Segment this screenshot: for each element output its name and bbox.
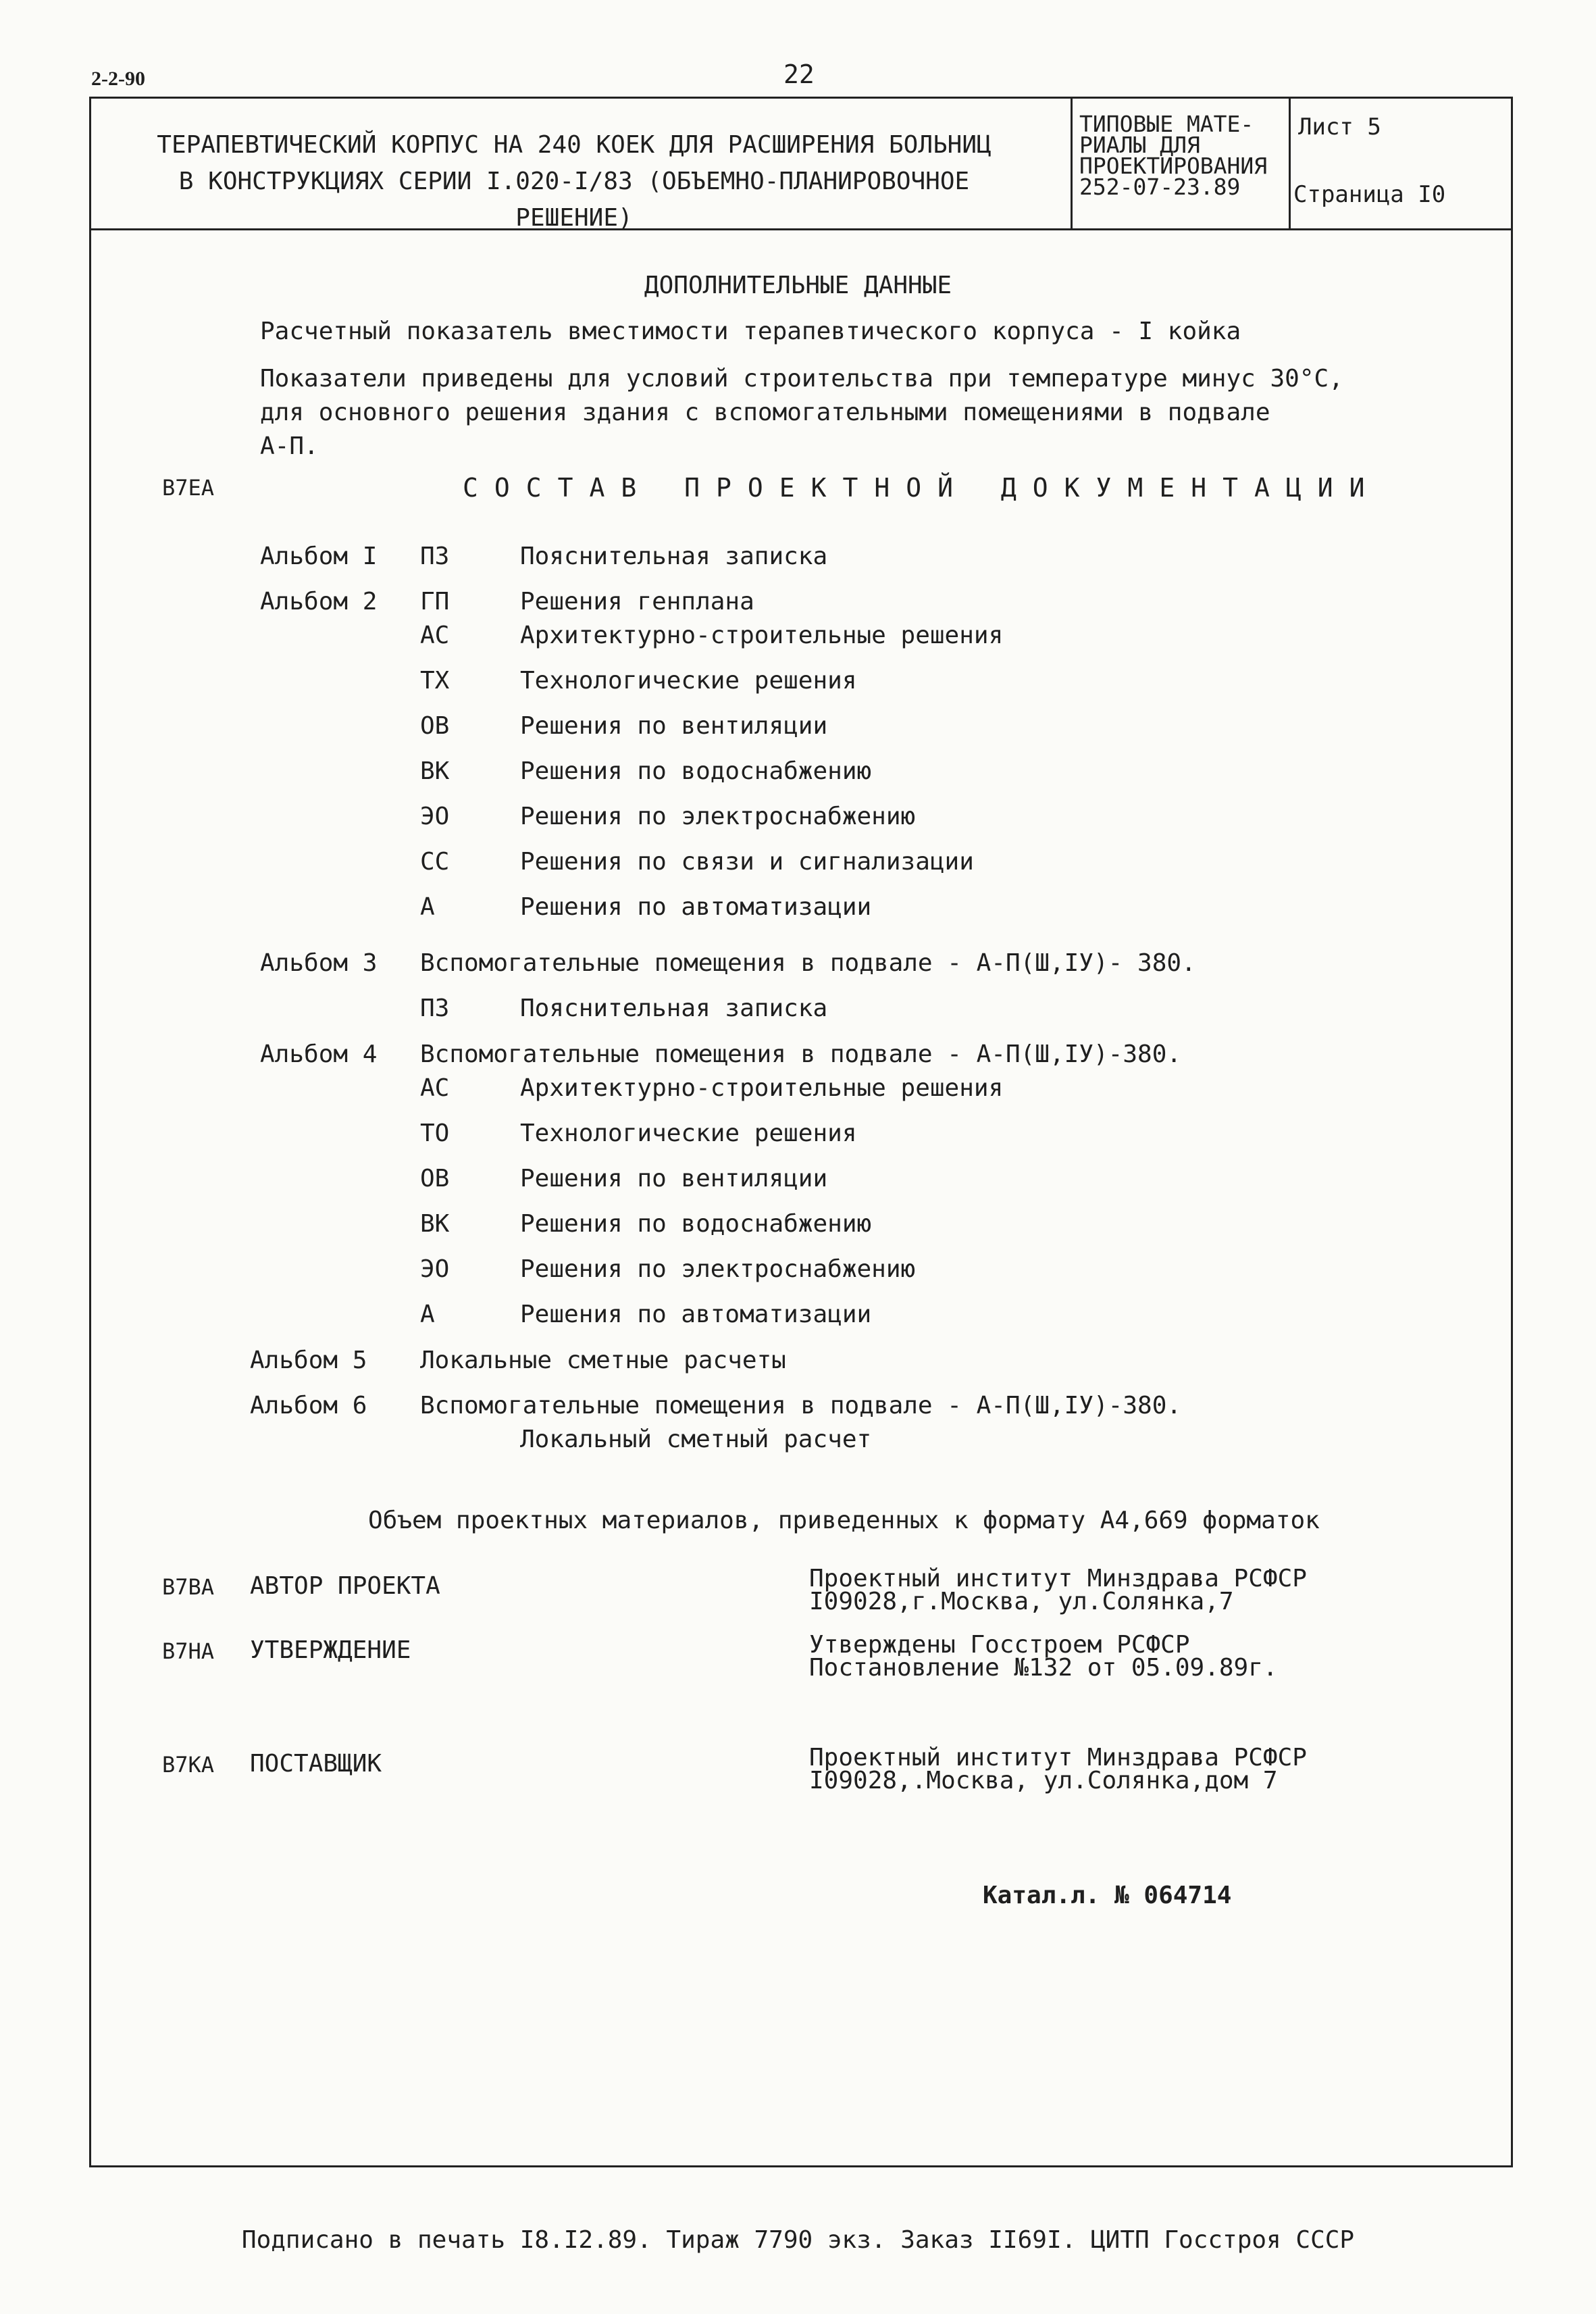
album-label: Альбом 3 xyxy=(260,949,378,977)
author-label: АВТОР ПРОЕКТА xyxy=(250,1572,440,1600)
typical-line-1: ТИПОВЫЕ МАТЕ- xyxy=(1079,111,1254,137)
album-section-code: ЭО xyxy=(420,1255,450,1283)
album-section-description: Решения по вентиляции xyxy=(520,712,828,740)
album-label: Альбом 6 xyxy=(250,1392,367,1419)
album-description: Вспомогательные помещения в подвале - А-П(Ш,IУ)- 380. xyxy=(420,949,1196,977)
album-label: Альбом I xyxy=(260,543,378,570)
album-section-code: АС xyxy=(420,622,450,649)
volume-line: Объем проектных материалов, приведенных к формату А4,669 форматок xyxy=(368,1507,1320,1534)
doc-code: 2-2-90 xyxy=(91,68,145,90)
additional-heading: ДОПОЛНИТЕЛЬНЫЕ ДАННЫЕ xyxy=(644,272,952,299)
album-section-code: АС xyxy=(420,1074,450,1102)
author-line-2: I09028,г.Москва, ул.Солянка,7 xyxy=(809,1588,1234,1615)
approval-line-2: Постановление №132 от 05.09.89г. xyxy=(809,1654,1278,1682)
typical-line-4: 252-07-23.89 xyxy=(1079,174,1241,200)
additional-line-1: Расчетный показатель вместимости терапевтического корпуса - I койка xyxy=(260,318,1241,345)
supplier-line-1: Проектный институт Минздрава РСФСР xyxy=(809,1744,1307,1771)
sheet-number: Лист 5 xyxy=(1298,114,1381,141)
author-details xyxy=(809,1567,1307,1613)
composition-heading: СОСТАВ ПРОЕКТНОЙ ДОКУМЕНТАЦИИ xyxy=(463,473,1381,503)
approval-details xyxy=(809,1631,1278,1682)
album-section-description: Решения по электроснабжению xyxy=(520,1255,916,1283)
album-section-code: А xyxy=(420,893,435,921)
supplier-label: ПОСТАВЩИК xyxy=(250,1750,382,1778)
approval-code: В7НА xyxy=(162,1638,215,1664)
typical-line-3: ПРОЕКТИРОВАНИЯ xyxy=(1079,153,1268,179)
title-line-3: РЕШЕНИЕ) xyxy=(515,204,633,232)
album-section-description: Решения по вентиляции xyxy=(520,1165,828,1192)
composition-code: В7ЕА xyxy=(162,475,215,501)
album-description: Вспомогательные помещения в подвале - А-П(Ш,IУ)-380. xyxy=(420,1392,1182,1419)
album-label: Альбом 2 xyxy=(260,588,378,615)
document-title xyxy=(101,127,1047,236)
album-section-code: ПЗ xyxy=(420,995,450,1022)
album-section-code: А xyxy=(420,1301,435,1328)
additional-line-2: Показатели приведены для условий строительства при температуре минус 30°С, xyxy=(260,365,1343,393)
album-label: Альбом 4 xyxy=(260,1040,378,1068)
print-info: Подписано в печать I8.I2.89. Тираж 7790 экз. Заказ II69I. ЦИТП Госстроя СССР xyxy=(241,2226,1355,2254)
catalog-number: Катал.л. № 064714 xyxy=(983,1882,1232,1909)
album-section-description: Локальный сметный расчет xyxy=(520,1426,872,1453)
album-section-description: Архитектурно-строительные решения xyxy=(520,622,1004,649)
supplier-code: В7КА xyxy=(162,1752,215,1778)
album-section-code: ТО xyxy=(420,1120,450,1147)
album-section-code: ПЗ xyxy=(420,543,450,570)
album-section-description: Решения генплана xyxy=(520,588,754,615)
album-section-code: ОВ xyxy=(420,1165,450,1192)
supplier-details xyxy=(809,1746,1307,1792)
album-section-description: Решения по водоснабжению xyxy=(520,757,872,785)
approval-label: УТВЕРЖДЕНИЕ xyxy=(250,1636,411,1664)
title-line-1: ТЕРАПЕВТИЧЕСКИЙ КОРПУС НА 240 КОЕК ДЛЯ РАСШИРЕНИЯ БОЛЬНИЦ xyxy=(157,131,992,159)
album-section-description: Решения по электроснабжению xyxy=(520,803,916,830)
typical-materials xyxy=(1079,111,1268,200)
approval-line-1: Утверждены Госстроем РСФСР xyxy=(809,1631,1190,1659)
album-section-code: ЭО xyxy=(420,803,450,830)
album-section-code: ВК xyxy=(420,1210,450,1238)
album-section-description: Пояснительная записка xyxy=(520,543,828,570)
album-section-code: ОВ xyxy=(420,712,450,740)
author-line-1: Проектный институт Минздрава РСФСР xyxy=(809,1565,1307,1592)
album-section-description: Решения по автоматизации xyxy=(520,893,872,921)
album-section-description: Технологические решения xyxy=(520,1120,857,1147)
album-section-description: Решения по автоматизации xyxy=(520,1301,872,1328)
additional-line-4: А-П. xyxy=(260,432,319,460)
album-section-code: ТХ xyxy=(420,667,450,695)
additional-line-3: для основного решения здания с вспомогательными помещениями в подвале xyxy=(260,399,1270,426)
album-section-code: ГП xyxy=(420,588,450,615)
supplier-line-2: I09028,.Москва, ул.Солянка,дом 7 xyxy=(809,1767,1278,1794)
body-frame xyxy=(89,228,1513,2167)
album-section-description: Решения по связи и сигнализации xyxy=(520,848,974,876)
page-label: Страница I0 xyxy=(1293,181,1446,208)
page-number: 22 xyxy=(783,59,815,89)
header-divider-1 xyxy=(1071,97,1073,230)
album-section-description: Архитектурно-строительные решения xyxy=(520,1074,1004,1102)
title-line-2: В КОНСТРУКЦИЯХ СЕРИИ I.020-I/83 (ОБЪЕМНО-ПЛАНИРОВОЧНОЕ xyxy=(178,168,970,195)
album-section-description: Технологические решения xyxy=(520,667,857,695)
author-code: В7ВА xyxy=(162,1574,215,1600)
album-section-code: СС xyxy=(420,848,450,876)
album-section-code: ВК xyxy=(420,757,450,785)
header-divider-2 xyxy=(1289,97,1291,230)
album-description: Вспомогательные помещения в подвале - А-П(Ш,IУ)-380. xyxy=(420,1040,1182,1068)
album-label: Альбом 5 xyxy=(250,1347,367,1374)
album-description: Локальные сметные расчеты xyxy=(420,1347,786,1374)
typical-line-2: РИАЛЫ ДЛЯ xyxy=(1079,132,1200,158)
album-section-description: Пояснительная записка xyxy=(520,995,828,1022)
album-section-description: Решения по водоснабжению xyxy=(520,1210,872,1238)
